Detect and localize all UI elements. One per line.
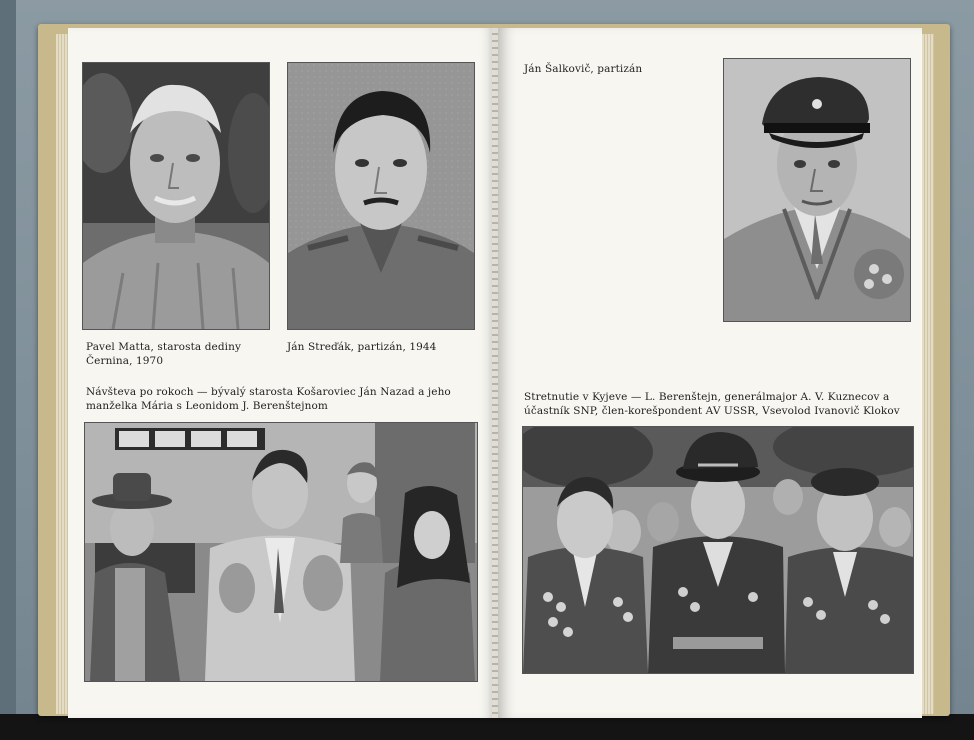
caption-photo-2: Ján Streďák, partizán, 1944 [287, 341, 437, 353]
group-photo-meeting-kyiv [522, 426, 914, 674]
portrait-photo-jan-salkovic [723, 58, 911, 322]
scanner-edge [0, 0, 16, 714]
caption-photo-5: Stretnutie v Kyjeve — L. Berenštejn, generálmajor A. V. Kuznecov a účastník SNP, člen-korešpondent AV USSR, Vsevolod Ivanovič Klokov [524, 391, 900, 417]
right-page [498, 28, 922, 718]
portrait-photo-pavel-matta [82, 62, 270, 330]
caption-photo-3: Návšteva po rokoch — bývalý starosta Košaroviec Ján Nazad a jeho manželka Mária s Leonidom J. Berenštejnom [86, 386, 451, 412]
group-photo-visit [84, 422, 478, 682]
page-edges-right [922, 34, 934, 714]
portrait-photo-jan-stredak [287, 62, 475, 330]
caption-photo-4: Ján Šalkovič, partizán [524, 63, 643, 75]
left-page [68, 28, 494, 718]
page-edges-left [56, 34, 68, 714]
caption-photo-1: Pavel Matta, starosta dediny Černina, 1970 [86, 341, 242, 367]
